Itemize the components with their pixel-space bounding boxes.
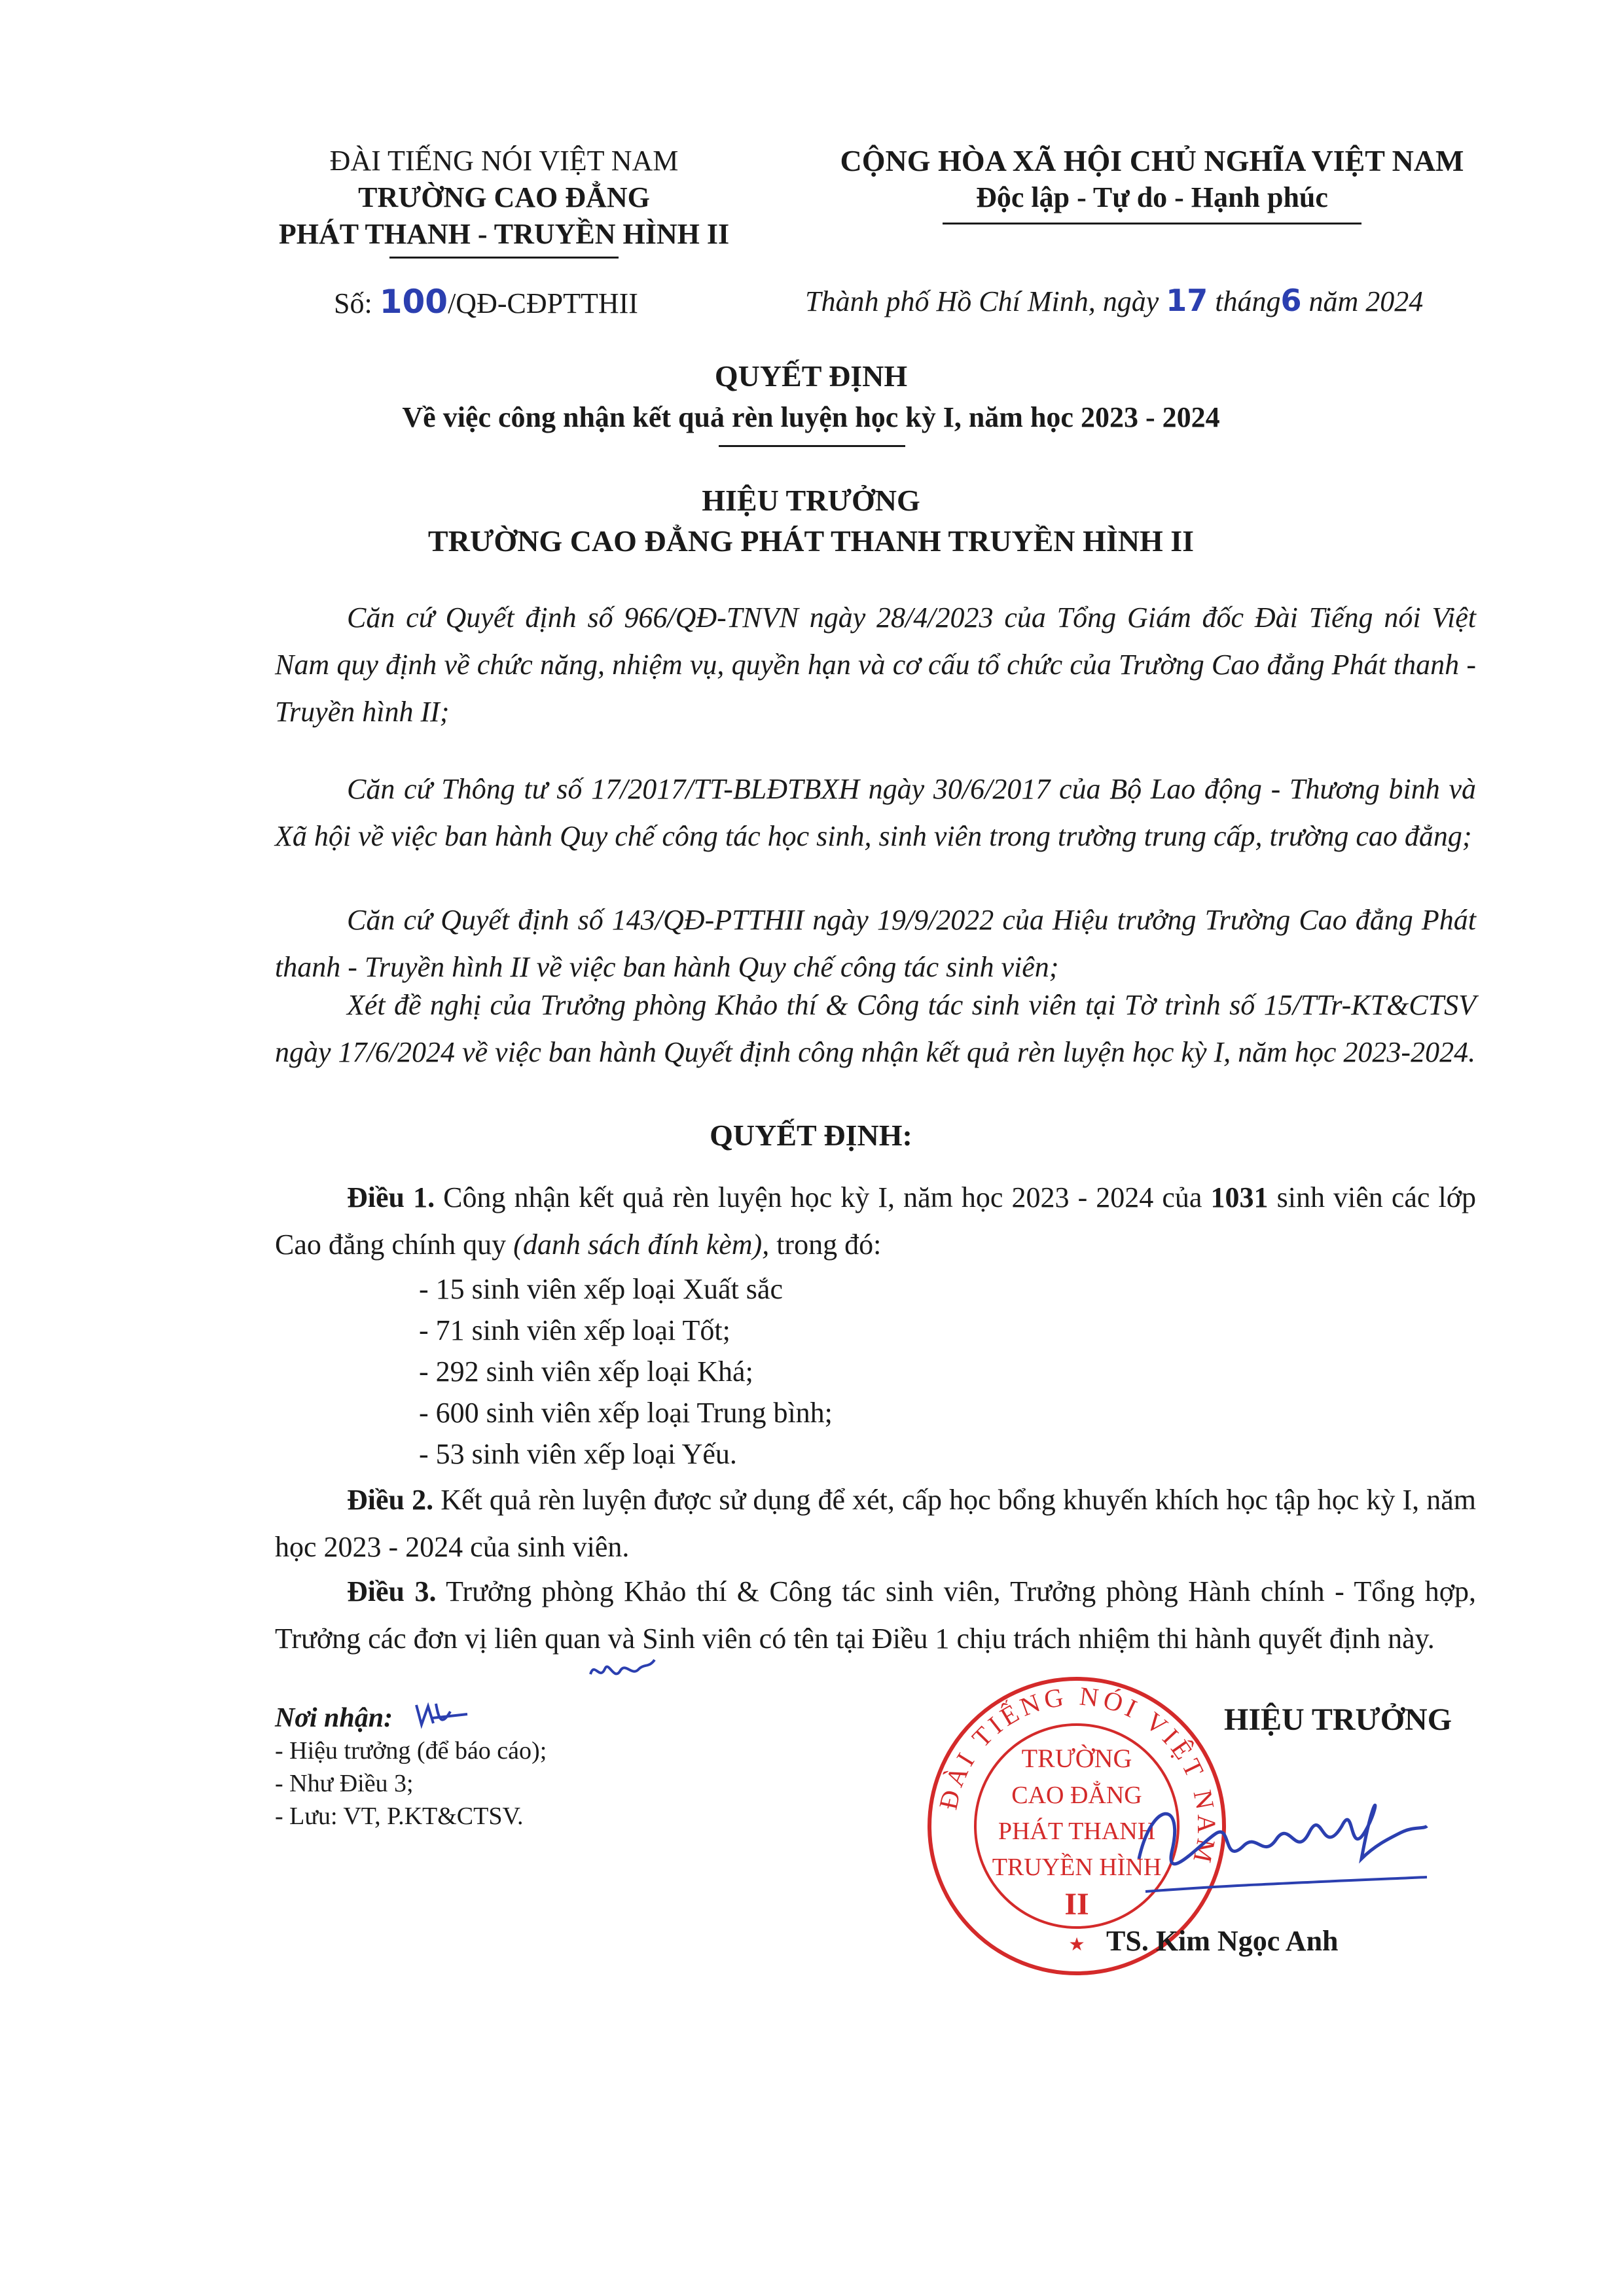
article-1-note: (danh sách đính kèm), bbox=[513, 1229, 770, 1261]
article-1-label: Điều 1. bbox=[347, 1181, 435, 1213]
motto-underline bbox=[943, 223, 1361, 224]
list-item: - 53 sinh viên xếp loại Yếu. bbox=[419, 1438, 737, 1470]
article-2-text: Kết quả rèn luyện được sử dụng để xét, cấp học bổng khuyến khích học tập học kỳ I, năm học 2023 - 2024 của sinh viên. bbox=[275, 1484, 1477, 1563]
decision-subject: Về việc công nhận kết quả rèn luyện học kỳ I, năm học 2023 - 2024 bbox=[402, 401, 1220, 433]
seal-line-4: TRUYỀN HÌNH bbox=[992, 1854, 1162, 1881]
seal-line-5: II bbox=[1064, 1887, 1089, 1922]
authority-school: TRƯỜNG CAO ĐẲNG PHÁT THANH TRUYỀN HÌNH II bbox=[427, 524, 1195, 558]
number-prefix: Số: bbox=[334, 287, 372, 319]
handwritten-day: 17 bbox=[1166, 283, 1208, 318]
seal-line-2: CAO ĐẲNG bbox=[1011, 1782, 1142, 1809]
article-3-label: Điều 3. bbox=[347, 1575, 437, 1607]
national-motto: Độc lập - Tự do - Hạnh phúc bbox=[976, 181, 1328, 213]
date-place: Thành phố Hồ Chí Minh, ngày bbox=[805, 285, 1159, 317]
basis-paragraph-3: Căn cứ Quyết định số 143/QĐ-PTTHII ngày 19/9/2022 của Hiệu trưởng Trường Cao đẳng Phát thanh - Truyền hình II về việc ban hành Quy chế công tác sinh viên; bbox=[275, 904, 1476, 983]
recipient-item: - Lưu: VT, P.KT&CTSV. bbox=[275, 1803, 524, 1830]
article-1-text-c: trong đó: bbox=[769, 1229, 882, 1261]
article-1 bbox=[275, 1174, 1476, 1268]
article-2 bbox=[275, 1477, 1476, 1571]
article-3-text: Trưởng phòng Khảo thí & Công tác sinh viên, Trưởng phòng Hành chính - Tổng hợp, Trưởng các đơn vị liên quan và Sinh viên có tên tại Điều 1 chịu trách nhiệm thi hành quyết định này. bbox=[275, 1575, 1476, 1655]
list-item: - 15 sinh viên xếp loại Xuất sắc bbox=[419, 1273, 783, 1305]
recipients-block bbox=[275, 1702, 547, 1833]
date-month-label: tháng bbox=[1215, 285, 1281, 317]
decision-heading: QUYẾT ĐỊNH: bbox=[710, 1119, 912, 1152]
national-header bbox=[772, 143, 1532, 216]
date-line bbox=[805, 283, 1423, 318]
signer-title: HIỆU TRƯỞNG bbox=[1224, 1702, 1452, 1737]
school-name-line1: TRƯỜNG CAO ĐẲNG bbox=[358, 181, 650, 213]
subject-underline bbox=[719, 445, 905, 447]
article-2-label: Điều 2. bbox=[347, 1484, 434, 1516]
handwritten-month: 6 bbox=[1280, 283, 1302, 318]
decision-title: QUYẾT ĐỊNH bbox=[714, 359, 908, 393]
basis-paragraph-4: Xét đề nghị của Trưởng phòng Khảo thí & Công tác sinh viên tại Tờ trình số 15/TTr-KT&CTSV ngày 17/6/2024 về việc ban hành Quyết định công nhận kết quả rèn luyện học kỳ I, năm học 2023-2024. bbox=[275, 989, 1476, 1068]
school-name-line2: PHÁT THANH - TRUYỀN HÌNH II bbox=[278, 218, 730, 250]
agency-underline bbox=[389, 257, 619, 259]
seal-star-icon: ★ bbox=[1068, 1933, 1085, 1955]
article-1-count: 1031 bbox=[1210, 1181, 1269, 1213]
list-item: - 600 sinh viên xếp loại Trung bình; bbox=[419, 1397, 833, 1429]
agency-header bbox=[216, 143, 792, 253]
list-item: - 292 sinh viên xếp loại Khá; bbox=[419, 1355, 753, 1388]
signature bbox=[1126, 1761, 1433, 1918]
authority-title: HIỆU TRƯỞNG bbox=[702, 484, 920, 517]
seal-ring-text: ĐÀI TIẾNG NÓI VIỆT NAM bbox=[933, 1681, 1222, 1869]
initials-mark bbox=[586, 1655, 658, 1694]
national-title: CỘNG HÒA XÃ HỘI CHỦ NGHĨA VIỆT NAM bbox=[840, 144, 1464, 177]
classification-list bbox=[419, 1268, 833, 1475]
basis-paragraph-2: Căn cứ Thông tư số 17/2017/TT-BLĐTBXH ngày 30/6/2017 của Bộ Lao động - Thương binh và Xã hội về việc ban hành Quy chế công tác học sinh, sinh viên trong trường trung cấp, trường cao đẳng; bbox=[275, 773, 1476, 852]
agency-name: ĐÀI TIẾNG NÓI VIỆT NAM bbox=[329, 145, 679, 177]
recipients-initials bbox=[412, 1698, 471, 1734]
handwritten-number: 100 bbox=[379, 283, 448, 321]
document-number bbox=[334, 283, 638, 321]
recipient-item: - Hiệu trưởng (để báo cáo); bbox=[275, 1737, 547, 1765]
article-1-text-b: sinh viên các lớp Cao đẳng chính quy bbox=[275, 1181, 1477, 1261]
signer-name: TS. Kim Ngọc Anh bbox=[1106, 1925, 1339, 1957]
article-3 bbox=[275, 1568, 1476, 1662]
seal-line-1: TRƯỜNG bbox=[1021, 1744, 1132, 1773]
article-1-text-a: Công nhận kết quả rèn luyện học kỳ I, năm học 2023 - 2024 của bbox=[435, 1181, 1211, 1213]
list-item: - 71 sinh viên xếp loại Tốt; bbox=[419, 1314, 730, 1346]
seal-line-3: PHÁT THANH bbox=[998, 1818, 1156, 1845]
number-suffix: /QĐ-CĐPTTHII bbox=[448, 287, 638, 319]
basis-paragraph-1: Căn cứ Quyết định số 966/QĐ-TNVN ngày 28/4/2023 của Tổng Giám đốc Đài Tiếng nói Việt Nam quy định về chức năng, nhiệm vụ, quyền hạn và cơ cấu tổ chức của Trường Cao đẳng Phát thanh - Truyền hình II; bbox=[275, 601, 1476, 728]
recipient-item: - Như Điều 3; bbox=[275, 1770, 414, 1797]
recipients-heading: Nơi nhận: bbox=[275, 1703, 393, 1733]
date-year: năm 2024 bbox=[1308, 285, 1424, 317]
